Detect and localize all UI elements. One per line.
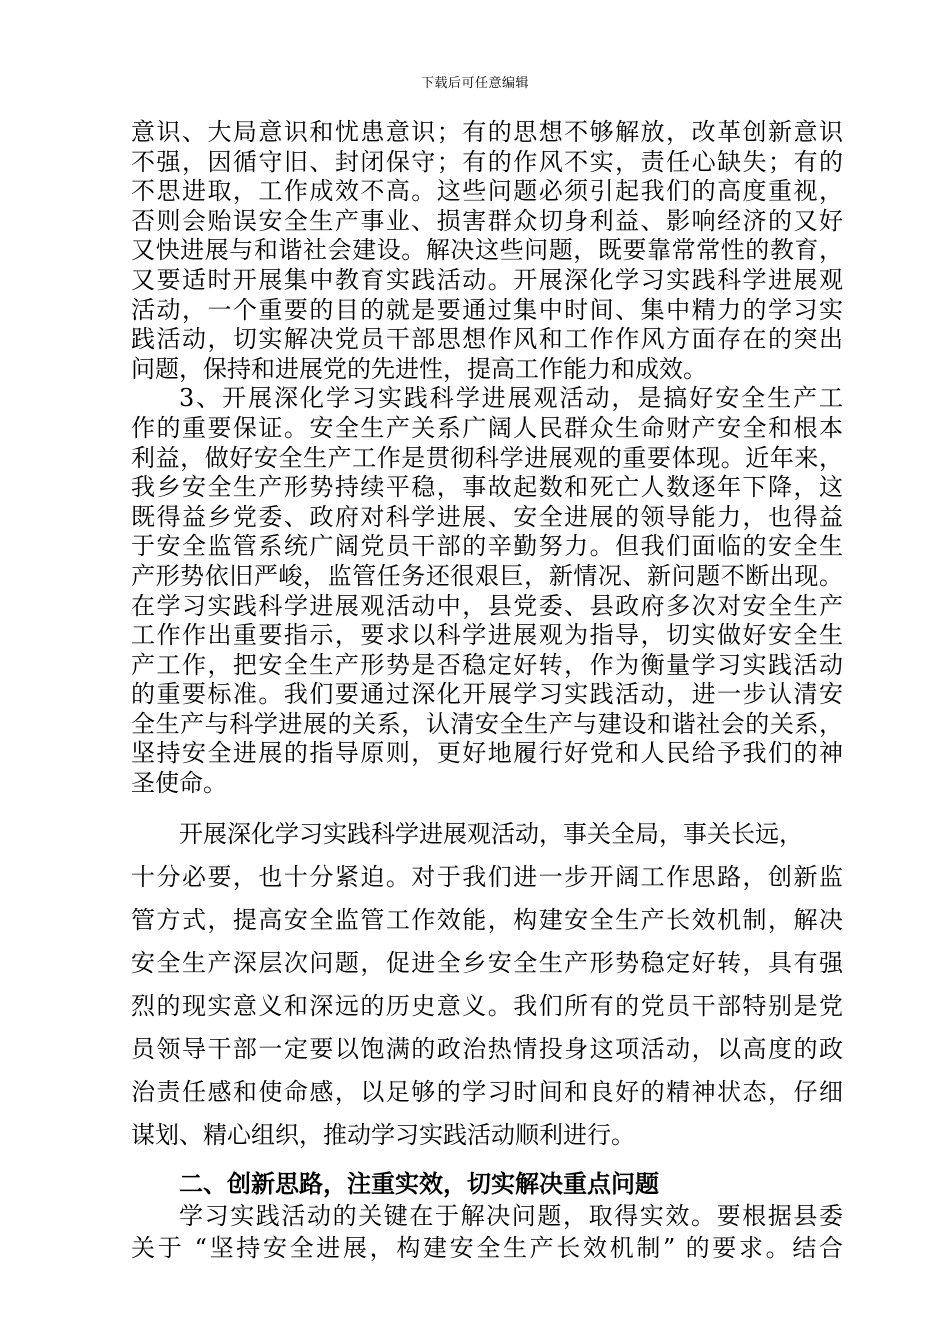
text-line: 在学习实践科学进展观活动中，县党委、县政府多次对安全生产 <box>131 591 843 620</box>
text-line: 意识、大局意识和忧患意识；有的思想不够解放，改革创新意识 <box>131 118 843 146</box>
paragraph-3 <box>131 813 843 1157</box>
text-line: 员领导干部一定要以饱满的政治热情投身这项活动，以高度的政 <box>131 1034 843 1063</box>
text-line: 作的重要保证。安全生产关系广阔人民群众生命财产安全和根本 <box>131 413 843 442</box>
text-line: 全生产与科学进展的关系，认清安全生产与建设和谐社会的关系， <box>131 709 843 738</box>
text-line: 不思进取，工作成效不高。这些问题必须引起我们的高度重视， <box>131 177 843 206</box>
text-line: 管方式，提高安全监管工作效能，构建安全生产长效机制，解决 <box>131 905 843 934</box>
text-line: 于安全监管系统广阔党员干部的辛勤努力。但我们面临的安全生 <box>131 532 843 561</box>
text-line: 安全生产深层次问题，促进全乡安全生产形势稳定好转，具有强 <box>131 948 843 977</box>
text-line: 产工作，把安全生产形势是否稳定好转，作为衡量学习实践活动 <box>131 650 843 679</box>
paragraph-2 <box>131 384 843 798</box>
text-line: 践活动，切实解决党员干部思想作风和工作作风方面存在的突出 <box>131 325 843 354</box>
text-line: 坚持安全进展的指导原则，更好地履行好党和人民给予我们的神 <box>131 739 843 768</box>
text-line: 否则会贻误安全生产事业、损害群众切身利益、影响经济的又好 <box>131 206 843 235</box>
text-line: 又要适时开展集中教育实践活动。开展深化学习实践科学进展观 <box>131 265 843 294</box>
text-line: 既得益乡党委、政府对科学进展、安全进展的领导能力，也得益 <box>131 502 843 531</box>
text-line: 谋划、精心组织，推动学习实践活动顺利进行。 <box>131 1120 635 1149</box>
text-line: 烈的现实意义和深远的历史意义。我们所有的党员干部特别是党 <box>131 991 843 1020</box>
text-line: 活动，一个重要的目的就是要通过集中时间、集中精力的学习实 <box>131 295 843 324</box>
text-line: 3、开展深化学习实践科学进展观活动，是搞好安全生产工 <box>179 384 843 413</box>
text-line: 又快进展与和谐社会建设。解决这些问题，既要靠常常性的教育， <box>131 236 843 265</box>
text-line: 不强，因循守旧、封闭保守；有的作风不实，责任心缺失；有的 <box>131 147 843 176</box>
document-body <box>131 118 843 1264</box>
text-line: 我乡安全生产形势持续平稳，事故起数和死亡人数逐年下降，这 <box>131 473 843 502</box>
page-header-note: 下载后可任意编辑 <box>420 76 529 91</box>
text-line: 利益，做好安全生产工作是贯彻科学进展观的重要体现。近年来， <box>131 443 843 472</box>
text-line: 的重要标准。我们要通过深化开展学习实践活动，进一步认清安 <box>131 680 843 709</box>
text-line: 关于 “坚持安全进展，构建安全生产长效机制” 的要求。结合 <box>131 1233 843 1262</box>
section-heading: 二、创新思路，注重实效，切实解决重点问题 <box>179 1168 659 1198</box>
text-line: 学习实践活动的关键在于解决问题，取得实效。要根据县委 <box>179 1201 843 1230</box>
text-line: 圣使命。 <box>131 769 227 798</box>
text-line: 工作作出重要指示，要求以科学进展观为指导，切实做好安全生 <box>131 621 843 650</box>
text-line: 产形势依旧严峻，监管任务还很艰巨，新情况、新问题不断出现。 <box>131 561 843 590</box>
text-line: 开展深化学习实践科学进展观活动，事关全局，事关长远， <box>179 819 803 848</box>
paragraph-1 <box>131 118 843 384</box>
text-line: 十分必要，也十分紧迫。对于我们进一步开阔工作思路，创新监 <box>131 862 843 891</box>
paragraph-4 <box>131 1200 843 1264</box>
text-line: 治责任感和使命感，以足够的学习时间和良好的精神状态，仔细 <box>131 1077 843 1106</box>
text-line: 问题，保持和进展党的先进性，提高工作能力和成效。 <box>131 354 707 383</box>
